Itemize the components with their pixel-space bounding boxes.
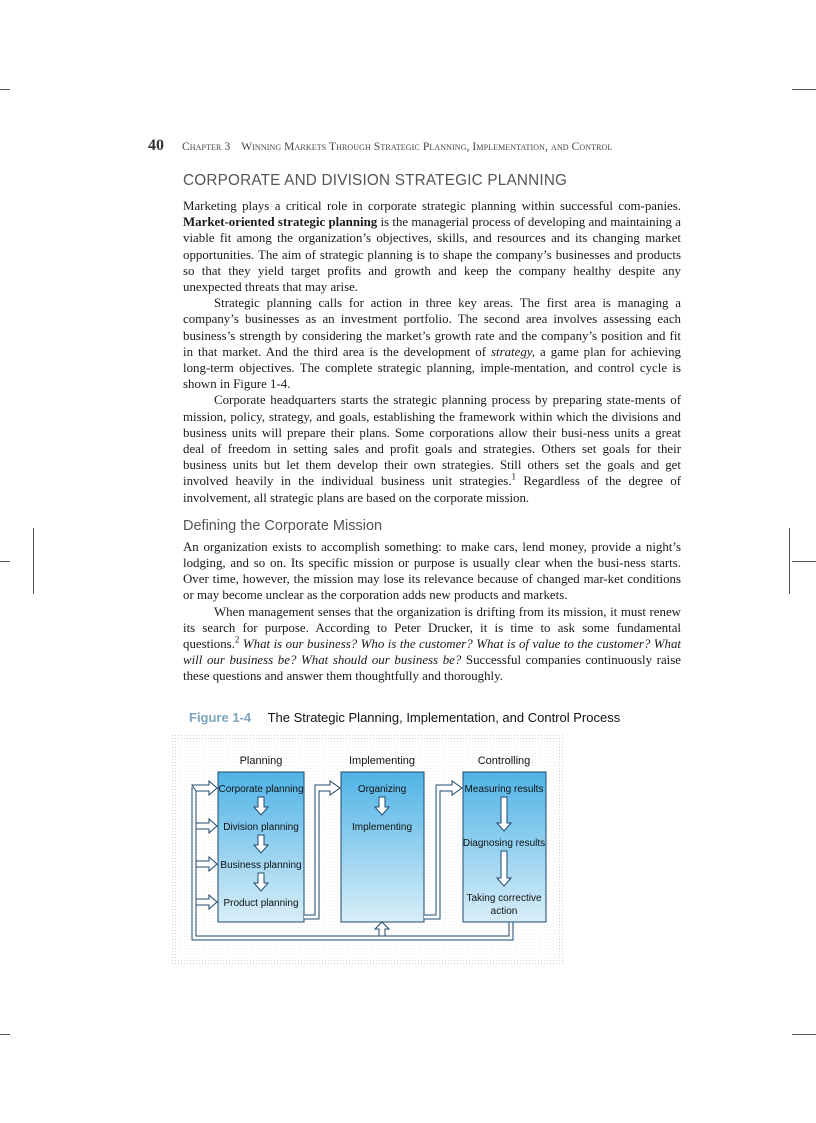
paragraph (183, 198, 681, 295)
controlling-item: Measuring results (464, 784, 544, 795)
planning-item: Product planning (223, 898, 299, 909)
chapter-label: Chapter 3 (182, 141, 231, 153)
page-number: 40 (148, 137, 164, 154)
text-run: When management senses that the organization is drifting from its mission, it must renew its search for purpose. According to Peter Drucker, it is time to ask some fundamental questions. (183, 604, 681, 652)
column-header-controlling: Controlling (477, 755, 531, 767)
implementing-item: Organizing (357, 784, 407, 795)
key-term: Market-oriented strategic planning (183, 215, 378, 230)
paragraph (183, 604, 681, 685)
text-run: is the managerial process of developing and maintaining a viable fit among the organization’s objectives, skills, and resources and its changing market opportunities. The aim of strategic planning is to shape the company’s businesses and products so that they yield target profits and growth and keep the company healthy despite any unexpected threats that may arise. (183, 215, 681, 295)
crop-mark (0, 1034, 10, 1035)
controlling-item: Diagnosing results (462, 838, 546, 849)
text-run: Marketing plays a critical role in corporate strategic planning within successful com-panies. (183, 199, 681, 213)
figure-caption (189, 709, 620, 727)
crop-mark (0, 561, 10, 562)
section-heading: CORPORATE AND DIVISION STRATEGIC PLANNING (183, 172, 568, 189)
crop-mark (789, 528, 790, 594)
controlling-item: action (490, 906, 518, 917)
italic-questions: What is our business? Who is the customer? What is of value to the customer? What will our business be? What should our business be? (183, 637, 681, 668)
text-run: Corporate headquarters starts the strategic planning process by preparing state-ments of mission, policy, strategy, and goals, establishing the framework within which the divisions and business units will prepare their plans. Some corporations allow their busi-ness units a great deal of freedom in setting sales and profit goals and strategies. Others set goals for their business units but let them develop their own strategies. Still others set the goals and get involved heavily in the individual business unit strategies. (183, 393, 681, 489)
crop-mark (792, 89, 816, 90)
crop-mark (792, 1034, 816, 1035)
crop-mark (33, 528, 34, 594)
running-head (148, 137, 688, 155)
subsection-heading: Defining the Corporate Mission (183, 517, 383, 534)
controlling-item: Taking corrective (466, 893, 542, 904)
italic-term: strategy, (491, 344, 536, 359)
text-run: Successful companies continuously raise these questions and answer them thoughtfully and thoroughly. (183, 653, 681, 684)
text-run: Regardless of the degree of involvement, all strategic plans are based on the corporate mission. (183, 474, 681, 505)
figure-title: The Strategic Planning, Implementation, and Control Process (267, 710, 621, 725)
process-diagram (172, 735, 564, 965)
paragraph: An organization exists to accomplish something: to make cars, lend money, provide a night’s lodging, and so on. Its specific mission or purpose is usually clear when the busi-ness starts. Over time, however, the mission may lose its relevance because of changed mar-ket conditions or may become unclear as the corporation adds new products and markets. (183, 539, 681, 603)
crop-mark (0, 89, 10, 90)
chapter-header (182, 142, 612, 153)
planning-item: Business planning (220, 860, 302, 871)
column-header-implementing: Implementing (348, 755, 416, 767)
implementing-item: Implementing (351, 822, 413, 833)
planning-item: Division planning (223, 822, 299, 833)
paragraph (183, 392, 681, 505)
crop-mark (792, 561, 816, 562)
diagram-svg (172, 735, 564, 965)
footnote-ref: 2 (234, 634, 240, 645)
body-text (183, 172, 681, 685)
footnote-ref: 1 (511, 472, 516, 483)
column-header-planning: Planning (239, 755, 283, 767)
text-run: a game plan for achieving long-term objectives. The complete strategic planning, imple-mentation, and control cycle is shown in Figure 1-4. (183, 344, 681, 392)
text-run: Strategic planning calls for action in three key areas. The first area is managing a company’s businesses as an investment portfolio. The second area involves assessing each business’s strength by considering the market’s growth rate and the company’s position and fit in that market. And the third area is the development of (183, 296, 681, 359)
figure-label: Figure 1-4 (189, 710, 252, 725)
chapter-title: Winning Markets Through Strategic Planning, Implementation, and Control (241, 141, 613, 153)
planning-item: Corporate planning (218, 784, 304, 795)
paragraph (183, 295, 681, 392)
